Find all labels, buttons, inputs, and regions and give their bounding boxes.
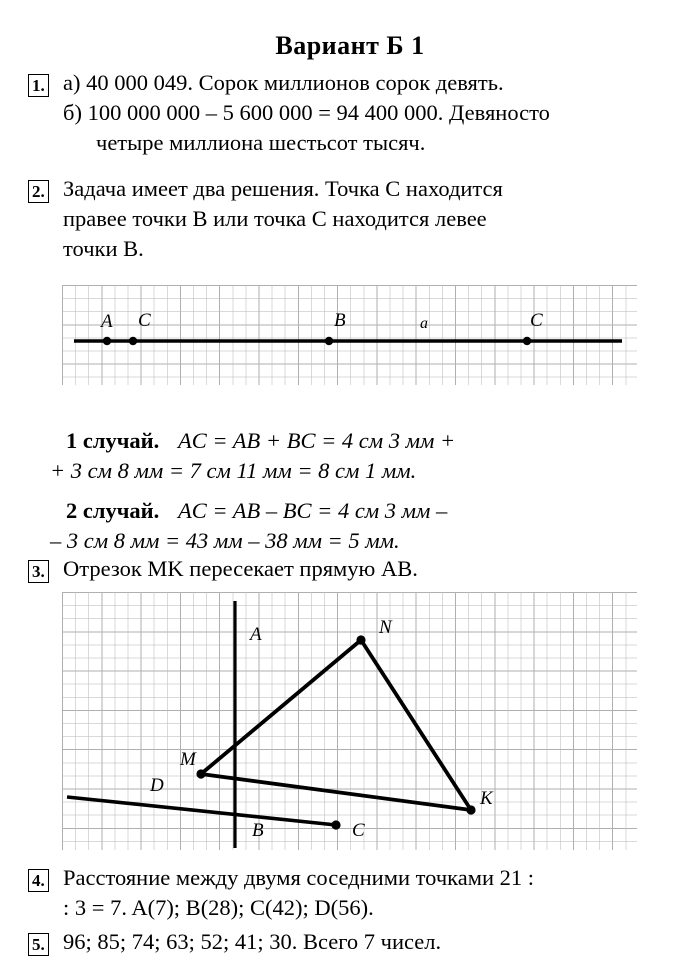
problem-4-line-2: : 3 = 7. A(7); B(28); C(42); D(56).	[63, 895, 374, 920]
problem-number-1: 1.	[28, 74, 49, 97]
label-point-C-right: C	[530, 310, 543, 331]
point-M-dot	[196, 769, 205, 778]
point-A-dot	[103, 337, 111, 345]
problem-number-4: 4.	[28, 869, 49, 892]
case-1-label: 1 случай.	[66, 428, 160, 453]
case-2-label: 2 случай.	[66, 498, 160, 523]
case-1-line-1: AC = AB + BC = 4 см 3 мм +	[178, 428, 456, 453]
problem-4-line-1: Расстояние между двумя соседними точками 21 :	[63, 865, 534, 890]
label-line-a: a	[420, 315, 428, 332]
case-1-line-2: + 3 см 8 мм = 7 см 11 мм = 8 см 1 мм.	[50, 458, 417, 483]
label-point-C-left: C	[138, 310, 151, 331]
problem-1-line-1: а) 40 000 049. Сорок миллионов сорок девять.	[63, 70, 504, 95]
problem-number-2: 2.	[28, 180, 49, 203]
label-point-A2: A	[250, 624, 262, 645]
label-point-D: D	[150, 775, 164, 796]
label-point-M: M	[180, 749, 196, 770]
problem-2-line-1: Задача имеет два решения. Точка C находится	[63, 176, 503, 201]
segment-MK	[201, 774, 471, 810]
figure-triangle-lines	[62, 592, 637, 850]
point-N-dot	[356, 635, 365, 644]
label-point-N: N	[379, 617, 392, 638]
point-K-dot	[466, 805, 475, 814]
problem-number-3: 3.	[28, 560, 49, 583]
label-point-B2: B	[252, 820, 264, 841]
problem-3-line-1: Отрезок MK пересекает прямую AB.	[63, 556, 418, 581]
point-C-dot	[331, 820, 340, 829]
label-point-B: B	[334, 310, 346, 331]
segment-MN	[201, 640, 361, 774]
case-2-line-1: AC = AB – BC = 4 см 3 мм –	[178, 498, 448, 523]
label-point-C2: C	[352, 820, 365, 841]
segment-NK	[361, 640, 471, 810]
label-point-A: A	[101, 311, 113, 332]
problem-2-line-3: точки B.	[63, 236, 144, 261]
point-C-left-dot	[129, 337, 137, 345]
figure-number-line	[62, 285, 637, 385]
number-line-drawing	[62, 285, 637, 385]
label-point-K: K	[480, 788, 493, 809]
problem-1-line-2: б) 100 000 000 – 5 600 000 = 94 400 000. Девяносто	[63, 100, 550, 125]
point-B-dot	[325, 337, 333, 345]
page-title: Вариант Б 1	[275, 31, 425, 60]
case-2-line-2: – 3 см 8 мм = 43 мм – 38 мм = 5 мм.	[50, 528, 400, 553]
problem-1-line-3: четыре миллиона шестьсот тысяч.	[96, 130, 426, 155]
point-C-right-dot	[523, 337, 531, 345]
problem-number-5: 5.	[28, 933, 49, 956]
problem-2-line-2: правее точки B или точка C находится левее	[63, 206, 487, 231]
problem-5-line-1: 96; 85; 74; 63; 52; 41; 30. Всего 7 чисел.	[63, 929, 442, 954]
segment-line-DC	[67, 797, 336, 825]
triangle-drawing	[62, 592, 637, 850]
